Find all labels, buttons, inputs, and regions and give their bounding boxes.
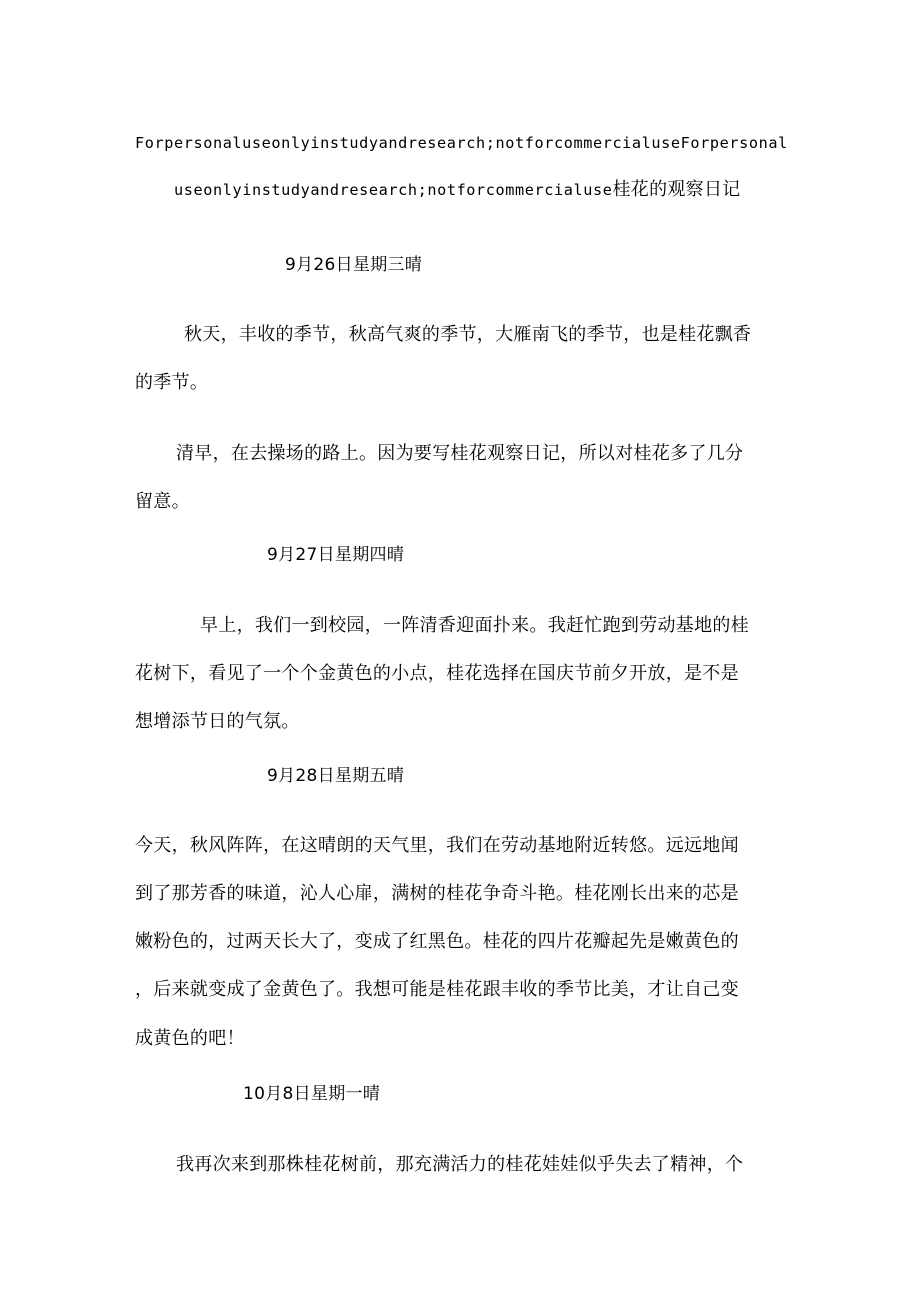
- paragraph-line: 到了那芳香的味道，沁人心扉，满树的桂花争奇斗艳。桂花刚长出来的芯是: [135, 883, 739, 904]
- paragraph-line: ，后来就变成了金黄色了。我想可能是桂花跟丰收的季节比美，才让自己变: [135, 979, 739, 1000]
- paragraph-line: 嫩粉色的，过两天长大了，变成了红黑色。桂花的四片花瓣起先是嫩黄色的: [135, 931, 739, 952]
- paragraph-line: 秋天，丰收的季节，秋高气爽的季节，大雁南飞的季节，也是桂花飘香: [184, 324, 752, 345]
- paragraph-line: 早上，我们一到校园，一阵清香迎面扑来。我赶忙跑到劳动基地的桂: [200, 615, 749, 636]
- paragraph-line: 的季节。: [135, 372, 209, 393]
- header-line-2-text: useonlyinstudyandresearch;notforcommercialuse: [174, 181, 613, 199]
- entry-date: 9月26日星期三晴: [285, 255, 423, 275]
- paragraph-line: 留意。: [135, 491, 190, 512]
- entry-date: 9月28日星期五晴: [267, 766, 405, 786]
- paragraph-line: 我再次来到那株桂花树前，那充满活力的桂花娃娃似乎失去了精神，个: [176, 1154, 744, 1175]
- paragraph-line: 想增添节日的气氛。: [135, 711, 300, 732]
- paragraph-line: 成黄色的吧！: [135, 1028, 245, 1049]
- paragraph-line: 花树下，看见了一个个金黄色的小点，桂花选择在国庆节前夕开放，是不是: [135, 663, 739, 684]
- header-line-2: [174, 178, 741, 202]
- entry-date: 9月27日星期四晴: [267, 545, 405, 565]
- paragraph-line: 今天，秋风阵阵，在这晴朗的天气里，我们在劳动基地附近转悠。远远地闻: [135, 835, 739, 856]
- document-title: 桂花的观察日记: [612, 179, 741, 200]
- paragraph-line: 清早，在去操场的路上。因为要写桂花观察日记，所以对桂花多了几分: [176, 443, 744, 464]
- header-line-1: Forpersonaluseonlyinstudyandresearch;notforcommercialuseForpersonal: [135, 134, 788, 152]
- entry-date: 10月8日星期一晴: [243, 1084, 381, 1104]
